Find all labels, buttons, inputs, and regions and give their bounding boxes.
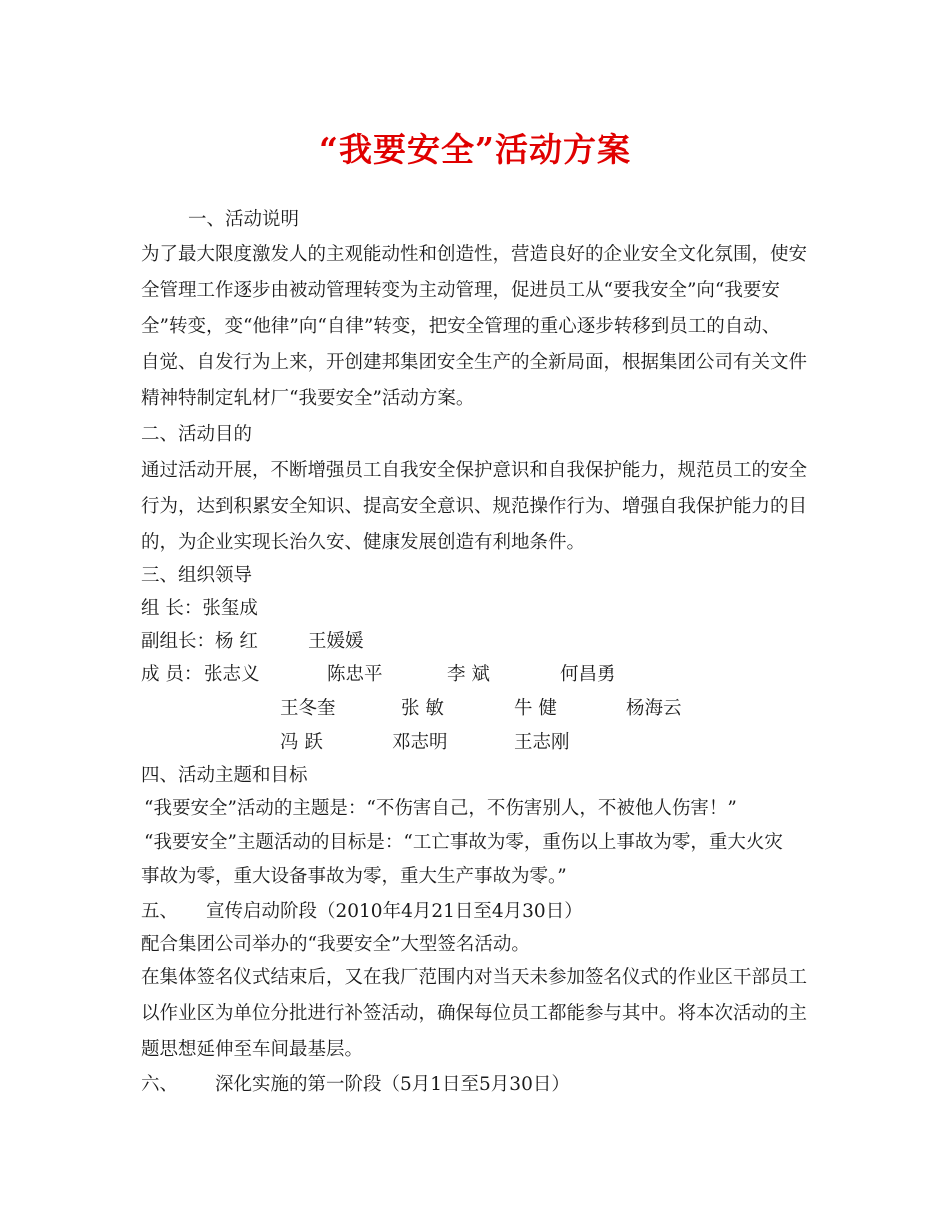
member-name: 牛 健 bbox=[514, 698, 557, 719]
section-5-heading: 宣传启动阶段（2010年4月21日至4月30日） bbox=[206, 901, 583, 922]
section-3-heading: 三、组织领导 bbox=[141, 565, 253, 586]
paragraph-line: 以作业区为单位分批进行补签活动，确保每位员工都能参与其中。将本次活动的主 bbox=[141, 1003, 808, 1024]
paragraph-line: 全”转变，变“他律”向“自律”转变，把安全管理的重心逐步转移到员工的自动、 bbox=[141, 316, 781, 337]
paragraph-line: 事故为零，重大设备事故为零，重大生产事故为零。” bbox=[141, 866, 567, 887]
member-name: 张志义 bbox=[204, 664, 260, 685]
paragraph-line: 通过活动开展，不断增强员工自我安全保护意识和自我保护能力，规范员工的安全 bbox=[141, 460, 808, 481]
paragraph-line: 题思想延伸至车间最基层。 bbox=[141, 1039, 364, 1060]
section-2-heading: 二、活动目的 bbox=[141, 424, 253, 445]
member-name: 王志刚 bbox=[514, 732, 570, 753]
paragraph-line: 配合集团公司举办的“我要安全”大型签名活动。 bbox=[141, 934, 530, 955]
members-label: 成 员： bbox=[141, 664, 203, 685]
paragraph-line: 为了最大限度激发人的主观能动性和创造性，营造良好的企业安全文化氛围，使安 bbox=[141, 244, 808, 265]
section-4-heading: 四、活动主题和目标 bbox=[141, 765, 308, 786]
deputy-name: 杨 红 bbox=[215, 631, 258, 652]
group-leader-line: 组 长：张玺成 bbox=[141, 598, 258, 619]
member-name: 张 敏 bbox=[401, 698, 444, 719]
section-6-heading: 深化实施的第一阶段（5月1日至5月30日） bbox=[215, 1074, 570, 1095]
paragraph-line: 在集体签名仪式结束后，又在我厂范围内对当天未参加签名仪式的作业区干部员工 bbox=[141, 967, 808, 988]
section-1-heading: 一、活动说明 bbox=[188, 209, 300, 230]
paragraph-line: “我要安全”主题活动的目标是：“工亡事故为零，重伤以上事故为零，重大火灾 bbox=[144, 832, 783, 853]
document-title: “我要安全”活动方案 bbox=[319, 130, 631, 169]
deputy-label: 副组长： bbox=[141, 631, 216, 652]
section-6-number: 六、 bbox=[141, 1074, 179, 1095]
member-name: 冯 跃 bbox=[280, 732, 323, 753]
member-name: 杨海云 bbox=[626, 698, 682, 719]
paragraph-line: 全管理工作逐步由被动管理转变为主动管理，促进员工从“要我安全”向“我要安 bbox=[141, 280, 780, 301]
paragraph-line: 的，为企业实现长治久安、健康发展创造有利地条件。 bbox=[141, 532, 586, 553]
paragraph-line: 行为，达到积累安全知识、提高安全意识、规范操作行为、增强自我保护能力的目 bbox=[141, 496, 808, 517]
member-name: 邓志明 bbox=[392, 732, 448, 753]
paragraph-line: “我要安全”活动的主题是：“不伤害自己，不伤害别人，不被他人伤害！” bbox=[144, 798, 737, 819]
member-name: 王冬奎 bbox=[280, 698, 336, 719]
deputy-name: 王媛媛 bbox=[308, 631, 364, 652]
section-5-number: 五、 bbox=[141, 901, 179, 922]
paragraph-line: 自觉、自发行为上来，开创建邦集团安全生产的全新局面，根据集团公司有关文件 bbox=[141, 352, 808, 373]
paragraph-line: 精神特制定轧材厂“我要安全”活动方案。 bbox=[141, 388, 475, 409]
member-name: 李 斌 bbox=[447, 664, 490, 685]
member-name: 何昌勇 bbox=[560, 664, 616, 685]
member-name: 陈忠平 bbox=[327, 664, 383, 685]
